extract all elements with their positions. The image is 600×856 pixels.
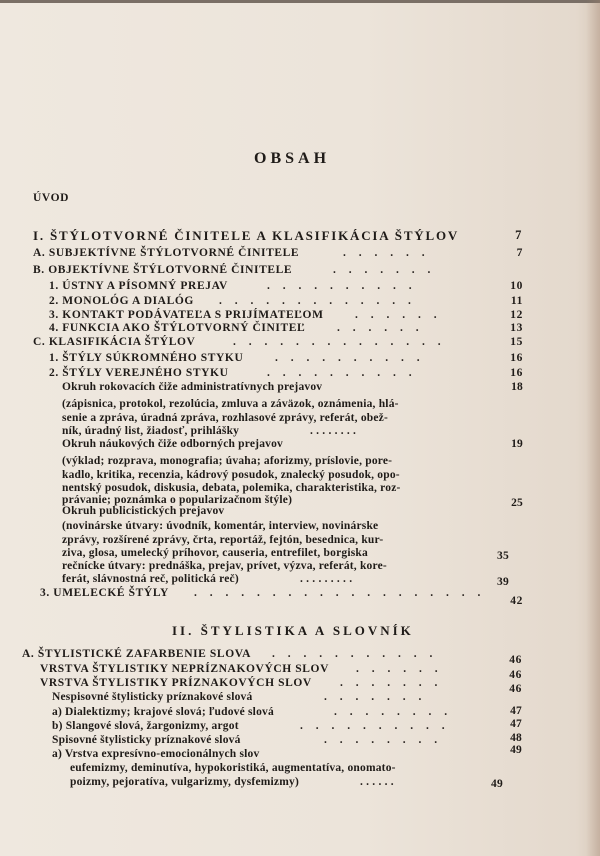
toc-description-line: (novinárske útvary: úvodník, komentár, interview, novinárske (62, 520, 379, 532)
toc-dot-leader: . . . . . . . (333, 264, 436, 276)
toc-page-number: 11 (510, 295, 523, 307)
toc-dot-leader: . . . . . . . (324, 691, 427, 703)
toc-entry-title: Okruh publicistických prejavov (62, 505, 225, 517)
toc-description-line: zprávy, rozšírené zprávy, črta, reportáž, fejtón, besednica, kur- (62, 534, 384, 546)
toc-entry-b1[interactable] (49, 280, 523, 296)
toc-description-line: rečnícke útvary: prednáška, prejav, prívet, výzva, referát, kore- (62, 560, 387, 572)
page-title: OBSAH (254, 150, 331, 167)
toc-description-line: ferát, slávnostná reč, politická reč) (62, 573, 239, 585)
toc-page-number: 46 (509, 669, 522, 681)
toc-entry-title: A. ŠTYLISTICKÉ ZAFARBENIE SLOVA (22, 648, 252, 660)
toc-dot-leader: . . . . . . . . . . (267, 367, 417, 379)
toc-entry-title: I. ŠTÝLOTVORNÉ ČINITELE A KLASIFIKÁCIA ŠTÝLOV (33, 228, 460, 243)
toc-entry-title: Nespisovné štylisticky príznakové slová (52, 691, 253, 703)
toc-dot-leader: . . . . . . . . (324, 734, 443, 746)
toc-entry-okruh-administrativny[interactable] (62, 381, 523, 397)
toc-entry-title: 1. ÚSTNY A PÍSOMNÝ PREJAV (49, 280, 228, 292)
toc-page-number: 15 (510, 336, 523, 348)
toc-description-line: právanie; poznámka o popularizačnom štýle) (62, 494, 293, 506)
toc-dot-leader: . . . . . . . . (310, 425, 357, 437)
toc-entry-title: VRSTVA ŠTYLISTIKY PRÍZNAKOVÝCH SLOV (40, 677, 312, 689)
toc-description-line: (výklad; rozprava, monografia; úvaha; aforizmy, príslovie, pore- (62, 455, 393, 467)
toc-entry-title: II. ŠTYLISTIKA A SLOVNÍK (172, 623, 414, 638)
toc-entry-title: B. OBJEKTÍVNE ŠTÝLOTVORNÉ ČINITELE (33, 264, 293, 276)
toc-entry-title: C. KLASIFIKÁCIA ŠTÝLOV (33, 336, 196, 348)
toc-page-number: 16 (510, 367, 523, 379)
toc-entry-part-2[interactable] (172, 623, 414, 641)
toc-dot-leader: . . . . . . (337, 322, 424, 334)
toc-description-line: nentský posudok, diskusia, debata, polemika, charakteristika, roz- (62, 482, 401, 494)
toc-page-number: 12 (510, 309, 523, 321)
toc-entry-title: a) Dialektizmy; krajové slová; ľudové slová (52, 706, 274, 718)
toc-description-line: eufemizmy, deminutíva, hypokoristiká, augmentatíva, onomato- (70, 762, 396, 774)
toc-page-number: 7 (515, 228, 523, 242)
toc-entry-uvod[interactable] (33, 192, 513, 208)
toc-entry-title: Okruh rokovacích čiže administratívnych prejavov (62, 381, 323, 393)
page-edge-shadow (586, 0, 600, 856)
toc-entry-title: 1. ŠTÝLY SÚKROMNÉHO STYKU (49, 352, 244, 364)
toc-dot-leader: . . . . . . (355, 309, 442, 321)
toc-description-line: poizmy, pejoratíva, vulgarizmy, dysfemizmy) (70, 776, 299, 788)
toc-entry-a[interactable] (33, 247, 523, 263)
toc-entry-title: 3. UMELECKÉ ŠTÝLY (40, 587, 169, 599)
toc-dot-leader: . . . . . . . . . . (267, 280, 417, 292)
toc-dot-leader: . . . . . . . . (334, 706, 453, 718)
toc-dot-leader: . . . . . . . . . . . . . (219, 295, 416, 307)
toc-page-number: 47 (510, 718, 522, 730)
toc-page-number: 48 (510, 732, 522, 744)
toc-entry-title: 2. ŠTÝLY VEREJNÉHO STYKU (49, 367, 229, 379)
toc-dot-leader: . . . . . . . . . (300, 573, 353, 585)
toc-entry-title: 4. FUNKCIA AKO ŠTÝLOTVORNÝ ČINITEĽ (49, 322, 306, 334)
toc-dot-leader: . . . . . . (356, 663, 443, 675)
toc-entry-title: A. SUBJEKTÍVNE ŠTÝLOTVORNÉ ČINITELE (33, 247, 300, 259)
toc-page-number: 25 (511, 497, 523, 509)
toc-entry-a2[interactable] (22, 648, 522, 664)
toc-page-number: 49 (491, 778, 503, 790)
toc-dot-leader: . . . . . . . . . . (275, 352, 425, 364)
toc-description-line: senie a zpráva, úradná zpráva, rozhlasové zprávy, referát, obež- (62, 412, 389, 424)
toc-entry-b[interactable] (33, 264, 523, 280)
toc-entry-title: Spisovné štylisticky príznakové slová (52, 734, 241, 746)
toc-entry-title: b) Slangové slová, žargonizmy, argot (52, 720, 239, 732)
toc-page-number: 16 (510, 352, 523, 364)
toc-description-line: ník, úradný list, žiadosť, prihlášky (62, 425, 240, 437)
toc-description-line: ziva, glosa, umelecký príhovor, causeria, entrefilet, borgiska (62, 547, 368, 559)
toc-dot-leader: . . . . . . (343, 247, 430, 259)
toc-page-number: 10 (510, 280, 523, 292)
toc-entry-c1[interactable] (49, 352, 523, 368)
toc-dot-leader: . . . . . . (360, 776, 394, 788)
toc-description-line: kadlo, kritika, recenzia, kádrový posudok, znalecký posudok, opo- (62, 469, 400, 481)
toc-dot-leader: . . . . . . . (340, 677, 443, 689)
scan-top-edge (0, 0, 600, 3)
toc-entry-title: 3. KONTAKT PODÁVATEĽA S PRIJÍMATEĽOM (49, 309, 324, 321)
toc-entry-part-1[interactable] (33, 228, 523, 246)
toc-page-number: 47 (510, 705, 522, 717)
toc-page-number: 46 (509, 654, 522, 666)
toc-dot-leader: . . . . . . . . . . (300, 720, 450, 732)
toc-entry-title: VRSTVA ŠTYLISTIKY NEPRÍZNAKOVÝCH SLOV (40, 663, 330, 675)
toc-dot-leader: . . . . . . . . . . . . . . (233, 336, 446, 348)
toc-dot-leader: . . . . . . . . . . . . . . . . . . . (194, 587, 486, 599)
toc-page-number: 49 (510, 744, 522, 756)
toc-description-line: (zápisnica, protokol, rezolúcia, zmluva a záväzok, oznámenia, hlá- (62, 398, 399, 410)
toc-entry-title: ÚVOD (33, 192, 70, 204)
toc-dot-leader: . . . . . . . . . . . (272, 648, 438, 660)
toc-page-number: 13 (510, 322, 523, 334)
toc-entry-c3[interactable] (40, 587, 523, 607)
toc-entry-title: Okruh náukových čiže odborných prejavov (62, 438, 283, 450)
toc-entry-c[interactable] (33, 336, 523, 352)
toc-page-number: 39 (497, 576, 509, 588)
toc-page-number: 19 (511, 438, 523, 450)
toc-page-number: 7 (516, 247, 523, 259)
toc-entry-okruh-naukovy[interactable] (62, 438, 523, 454)
toc-page-number: 18 (511, 381, 523, 393)
toc-entry-title: 2. MONOLÓG A DIALÓG (49, 295, 194, 307)
toc-page-number: 42 (510, 595, 523, 607)
toc-page-number: 46 (509, 683, 522, 695)
toc-page-number: 35 (497, 550, 509, 562)
toc-entry-title: a) Vrstva expresívno-emocionálnych slov (52, 748, 260, 760)
